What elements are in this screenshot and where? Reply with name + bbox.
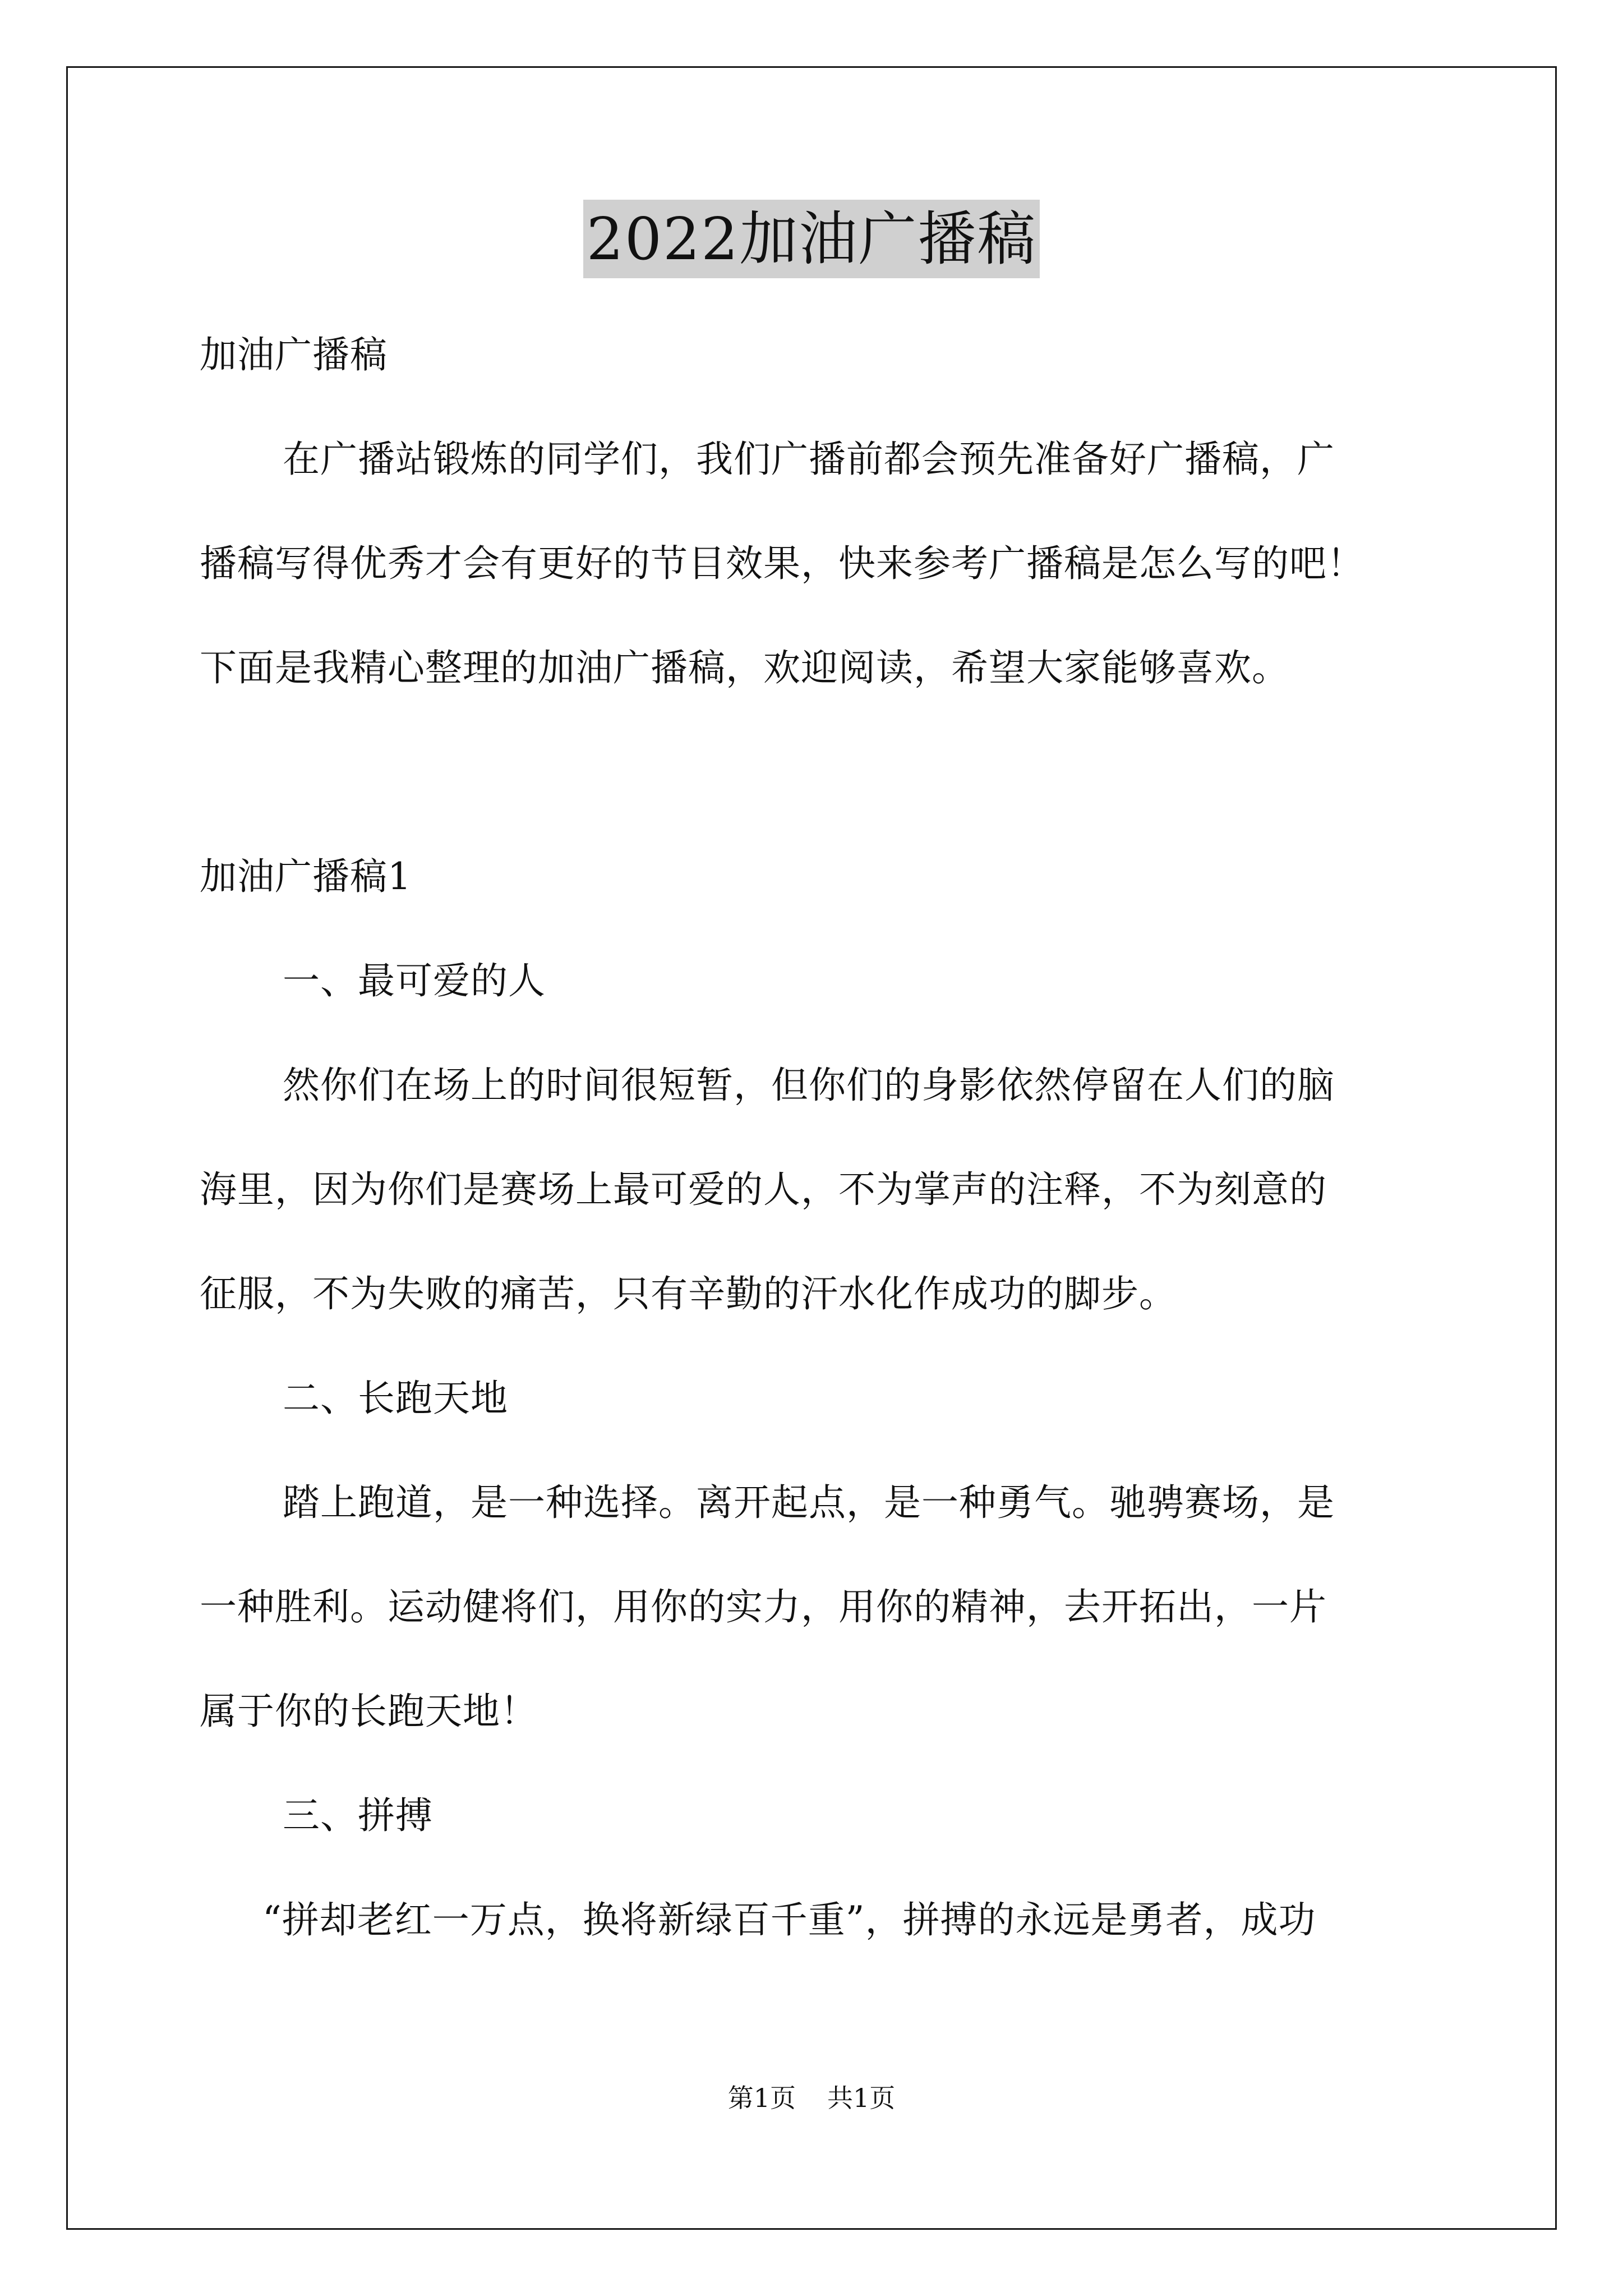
paragraph-line: 下面是我精心整理的加油广播稿，欢迎阅读，希望大家能够喜欢。 [200,646,1289,689]
section-heading: 加油广播稿 [200,333,388,376]
page-number: 第1页 [727,2083,796,2113]
subheading: 三、拼搏 [283,1794,433,1837]
paragraph-line: 然你们在场上的时间很短暂，但你们的身影依然停留在人们的脑 [283,1064,1335,1107]
paragraph-line: 踏上跑道，是一种选择。离开起点，是一种勇气。驰骋赛场，是 [283,1481,1335,1524]
paragraph-line: 属于你的长跑天地！ [200,1690,538,1733]
subheading: 一、最可爱的人 [283,959,546,1002]
document-title: 2022加油广播稿 [583,200,1040,278]
paragraph-line: 海里，因为你们是赛场上最可爱的人，不为掌声的注释，不为刻意的 [200,1168,1327,1211]
paragraph-line: 播稿写得优秀才会有更好的节目效果，快来参考广播稿是怎么写的吧！ [200,542,1364,585]
blank-line [200,720,1433,825]
paragraph-line: 在广播站锻炼的同学们，我们广播前都会预先准备好广播稿，广 [283,438,1335,481]
paragraph-line: 征服，不为失败的痛苦，只有辛勤的汗水化作成功的脚步。 [200,1272,1177,1315]
subheading: 二、长跑天地 [283,1377,508,1420]
section-heading: 加油广播稿1 [200,855,412,898]
paragraph-line: “拼却老红一万点，换将新绿百千重”，拼搏的永远是勇者，成功 [262,1898,1316,1941]
page-total: 共1页 [827,2083,896,2113]
title-container [0,200,1623,278]
page-footer [0,2081,1623,2115]
document-body [200,303,1433,1972]
paragraph-line: 一种胜利。运动健将们，用你的实力，用你的精神，去开拓出，一片 [200,1585,1327,1628]
